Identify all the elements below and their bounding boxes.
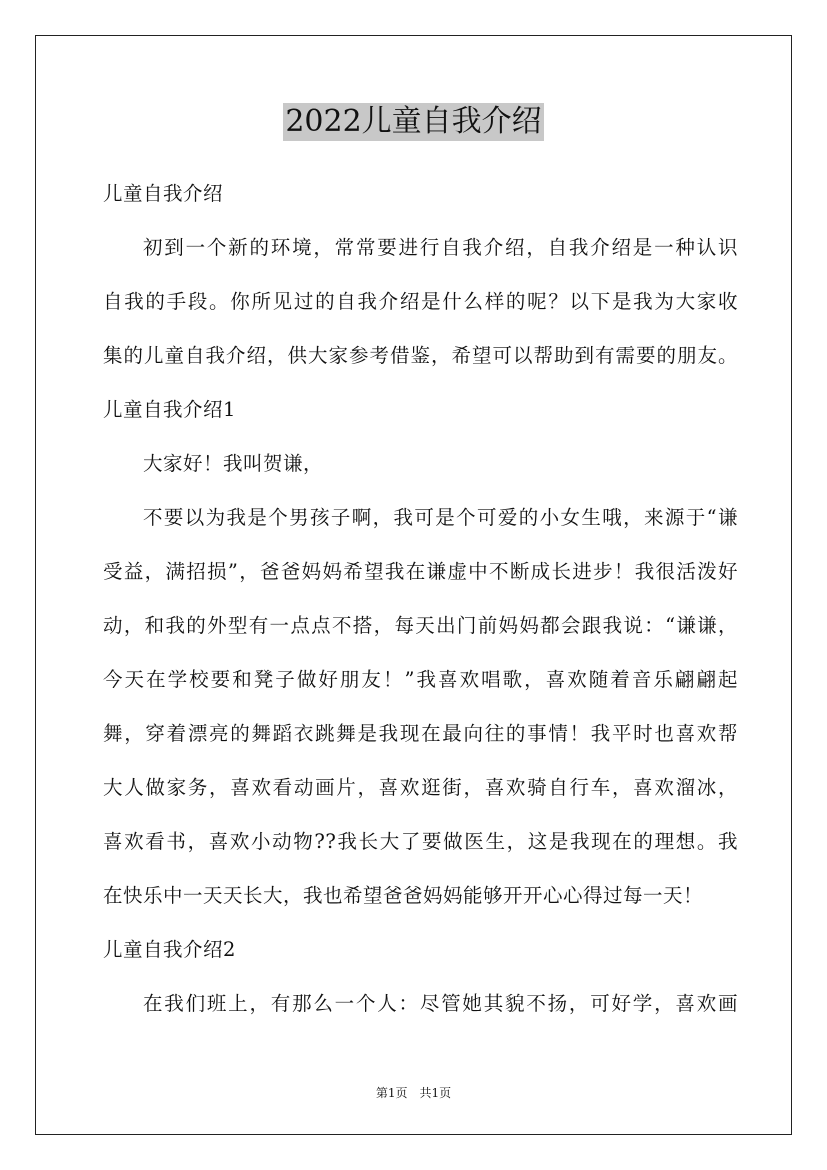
section-heading: 儿童自我介绍2 (103, 938, 236, 961)
paragraph-line: 不要以为我是个男孩子啊，我可是个可爱的小女生哦，来源于“谦 (143, 506, 738, 529)
section-heading: 儿童自我介绍1 (103, 398, 236, 421)
paragraph-line: 今天在学校要和凳子做好朋友！”我喜欢唱歌，喜欢随着音乐翩翩起 (103, 668, 738, 691)
paragraph-line: 在快乐中一天天长大，我也希望爸爸妈妈能够开开心心得过每一天！ (103, 884, 704, 907)
page-footer: 第1页 共1页 (375, 1086, 452, 1100)
paragraph-line: 受益，满招损”，爸爸妈妈希望我在谦虚中不断成长进步！我很活泼好 (103, 560, 738, 583)
paragraph-line: 在我们班上，有那么一个人：尽管她其貌不扬，可好学，喜欢画 (143, 992, 738, 1015)
paragraph-line: 动，和我的外型有一点点不搭，每天出门前妈妈都会跟我说：“谦谦， (103, 614, 738, 637)
paragraph-line: 大人做家务，喜欢看动画片，喜欢逛街，喜欢骑自行车，喜欢溜冰， (103, 776, 738, 799)
paragraph-line: 自我的手段。你所见过的自我介绍是什么样的呢？以下是我为大家收 (103, 290, 738, 313)
paragraph-line: 初到一个新的环境，常常要进行自我介绍，自我介绍是一种认识 (143, 236, 738, 259)
title-container (0, 103, 827, 141)
paragraph-line: 大家好！我叫贺谦， (143, 452, 324, 475)
document-title: 2022儿童自我介绍 (285, 104, 542, 139)
paragraph-line: 集的儿童自我介绍，供大家参考借鉴，希望可以帮助到有需要的朋友。 (103, 344, 738, 367)
section-heading: 儿童自我介绍 (103, 182, 224, 205)
paragraph-line: 喜欢看书，喜欢小动物??我长大了要做医生，这是我现在的理想。我 (103, 830, 738, 853)
paragraph-line: 舞，穿着漂亮的舞蹈衣跳舞是我现在最向往的事情！我平时也喜欢帮 (103, 722, 738, 745)
